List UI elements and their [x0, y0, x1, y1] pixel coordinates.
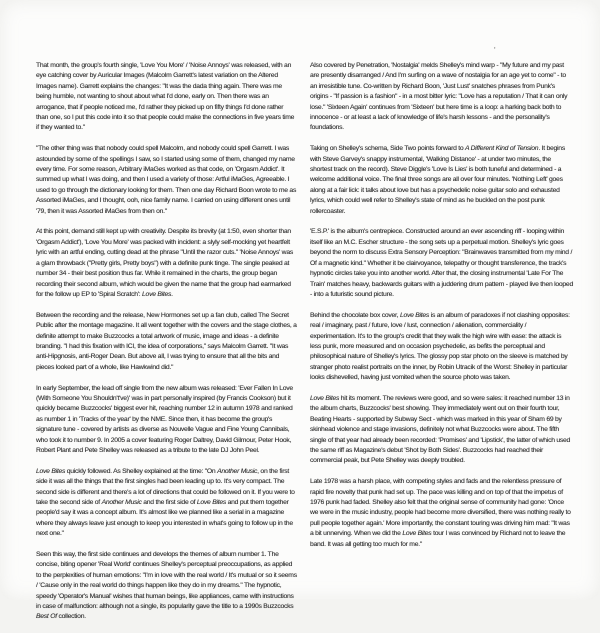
paragraph: At this point, demand still kept up with creativity. Despite its brevity (at 1:50, even shorter than 'Orgasm Addict'), 'Love You More' was packed with incident: a slyly self-mocking yet heartfelt lyric with an artful ending, cutting dead at the phrase "Until the razor cuts." 'Noise Annoys' was a glam throwback ("Pretty girls, Pretty boys") with a definite punk tinge. The single peaked at number 34 - their best position thus far. While it remained in the charts, the group began recording their second album, which would be given the name that the group had earmarked for the follow up EP to 'Spiral Scratch': Love Bites. — [36, 228, 293, 298]
paragraph: Behind the chocolate box cover, Love Bites is an album of paradoxes if not clashing opposites: real / imaginary, past / future, love / lust, connection / alienation, commerciality / experimentation. It's to the group's credit that they walk the high wire with ease: the attack is less punk, more measured and on occasion psychedelic, as befits the perceptual and philosophical nature of Shelley's lyrics. The glossy pop star photo on the sleeve is matched by stranger photo realist portraits on the inner, by Robin Utracik of the Worst: Shelley in particular looks dishevelled, having just vomited when the source photo was taken. — [310, 311, 570, 382]
paragraph: Love Bites quickly followed. As Shelley explained at the time: "On Another Music, on the first side it was all the things that the first singles had been leading up to. It's very compact. The second side is different and there's a lot of directions that could be followed on it. If you were to take the second side of Another Music and the first side of Love Bites and put them together people'd say it was a concept album. It's almost like we planned like a serial in a magazine where they always leave just enough to keep you interested in what's going to follow up in the next one." — [36, 467, 295, 538]
paragraph: In early September, the lead off single from the new album was released: 'Ever Fallen In Love (With Someone You Shouldn't've)' was in part personally inspired (by Francis Cookson) but it quickly became Buzzcocks' biggest ever hit, reaching number 12 in autumn 1978 and ranked as number 1 in 'Tracks of the year' by the NME. Since then, it has become the group's signature tune - covered by artists as diverse as Nouvelle Vague and Fine Young Cannibals, who took it to number 9. In 2005 a cover featuring Roger Daltrey, David Gilmour, Peter Hook, Robert Plant and Pete Shelley was released as a tribute to the late DJ John Peel. — [36, 384, 293, 454]
paragraph: Late 1978 was a harsh place, with competing styles and fads and the relentless pressure of rapid fire novelty that punk had set up. The pace was killing and on top of that the impetus of 1976 punk had faded. Shelley also felt that the original sense of community had gone: 'Once we were in the music industry, people had become more diversified, there was nothing really to pull people together again.' More importantly, the constant touring was driving him mad: "It was a bit unnerving. When we did the Love Bites tour I was convinced by Richard not to leave the band. It was all getting too much for me." — [310, 478, 571, 548]
print-artifact-mark: ' — [494, 46, 496, 55]
paragraph: Love Bites hit its moment. The reviews were good, and so were sales: it reached number 13 in the album charts, Buzzcocks' best showing. They immediately went out on their fourth tour, Beating Hearts - supported by Subway Sect - which was marked in this year of Sham 69 by skinhead violence and stage invasions, definitely not what Buzzcocks were about. The fifth single of that year had already been recorded: 'Promises' and 'Lipstick', the latter of which used the same riff as Magazine's debut 'Shot by Both Sides'. Buzzcocks had reached their commercial peak, but Pete Shelley was deeply troubled. — [310, 394, 571, 465]
paragraph: Also covered by Penetration, 'Nostalgia' melds Shelley's mind warp - "My future and my past are presently disarranged / And I'm surfing on a wave of nostalgia for an age yet to come" - to an irresistible tune. Co-written by Richard Boon, 'Just Lust' snatches phrases from Punk's origins - "If passion is a fashion" - in a most bitter lyric: "Love has a reputation / That it can only lose." 'Sixteen Again' continues from 'Sixteen' but here time is a loop: a harking back both to innocence - or at least a lack of knowledge of life's harsh lessons - and the personality's foundations. — [310, 62, 568, 132]
paragraph: That month, the group's fourth single, 'Love You More' / 'Noise Annoys' was released, with an eye catching cover by Auricular Images (Malcolm Garrett's latest variation on the Altered Images name). Garrett explains the changes: "It was the dada thing again. There was me being humble, not wanting to shout about what I'd done, early on. Then there was an arrogance, that if people noticed me, I'd rather they picked up on fifty things I'd done rather than one, so I put this code into it so that people could make the connections in five years time if they wanted to." — [36, 62, 295, 132]
text-column-left — [36, 61, 297, 633]
paragraph: "The other thing was that nobody could spell Malcolm, and nobody could spell Garrett. I was astounded by some of the spellings I saw, so I started using some of them, changed my name every time. For some reason, Arbitrary iMaGes worked as that code, on 'Orgasm Addict'. It summed up what I was doing, and then I used a variety of those: Artful iMaGes, Agreeable. I used to go through the dictionary looking for them. Then one day Richard Boon wrote to me as Assorted iMaGes, and I thought, ooh, nice family name. I carried on using different ones until '79, then it was Assorted iMaGes from then on." — [36, 145, 297, 215]
text-column-right — [310, 61, 573, 560]
paragraph: 'E.S.P.' is the album's centrepiece. Constructed around an ever ascending riff - looping within itself like an M.C. Escher structure - the song sets up a perpetual motion. Shelley's lyric goes beyond the norm to discuss Extra Sensory Perception: "Brainwaves transmitted from my mind / Of a magnetic kind." Whether it be clairvoyance, telepathy or thought transference, the track's hypnotic circles take you into another world. After that, the closing instrumental 'Late For The Train' matches heavy, backwards guitars with a juddering drum pattern - played live then looped - into a futuristic sound picture. — [310, 228, 573, 298]
paragraph: Taking on Shelley's schema, Side Two points forward to A Different Kind of Tension. It begins with Steve Garvey's snappy instrumental, 'Walking Distance' - at under two minutes, the shortest track on the record). Steve Diggle's 'Love Is Lies' is both tuneful and determined - a welcome additional voice. The final three songs are all over four minutes. 'Nothing Left' goes along at a fair lick: it talks about love but has a psychedelic noise guitar solo and exhausted lyrics, which could well refer to Shelley's state of mind as he buckled on the post punk rollercoaster. — [310, 145, 565, 215]
paragraph: Between the recording and the release, New Hormones set up a fan club, called The Secret Public after the montage magazine. It all went together with the covers and the stage clothes, a definite attempt to make Buzzcocks a total artwork of music, image and ideas - a definite branding. "I had this fixation with ICI, the idea of corporations," says Malcolm Garrett. "It was anti-Hipgnosis, anti-Roger Dean. But above all, I was trying to ensure that all the bits and pieces looked part of a whole, like Hawkwind did." — [36, 311, 297, 371]
paragraph: Seen this way, the first side continues and develops the themes of album number 1. The concise, biting opener 'Real World' continues Shelley's perceptual preoccupations, as applied to the perplexities of human emotions: "I'm in love with the real world / It's mutual or so it seems / 'Cause only in the real world do things happen like they do in my dreams." The hypnotic, speedy 'Operator's Manual' wishes that human beings, like appliances, came with instructions in case of malfunction: although not a single, its popularity gave the title to a 1990s Buzzcocks Best Of collection. — [36, 551, 297, 621]
